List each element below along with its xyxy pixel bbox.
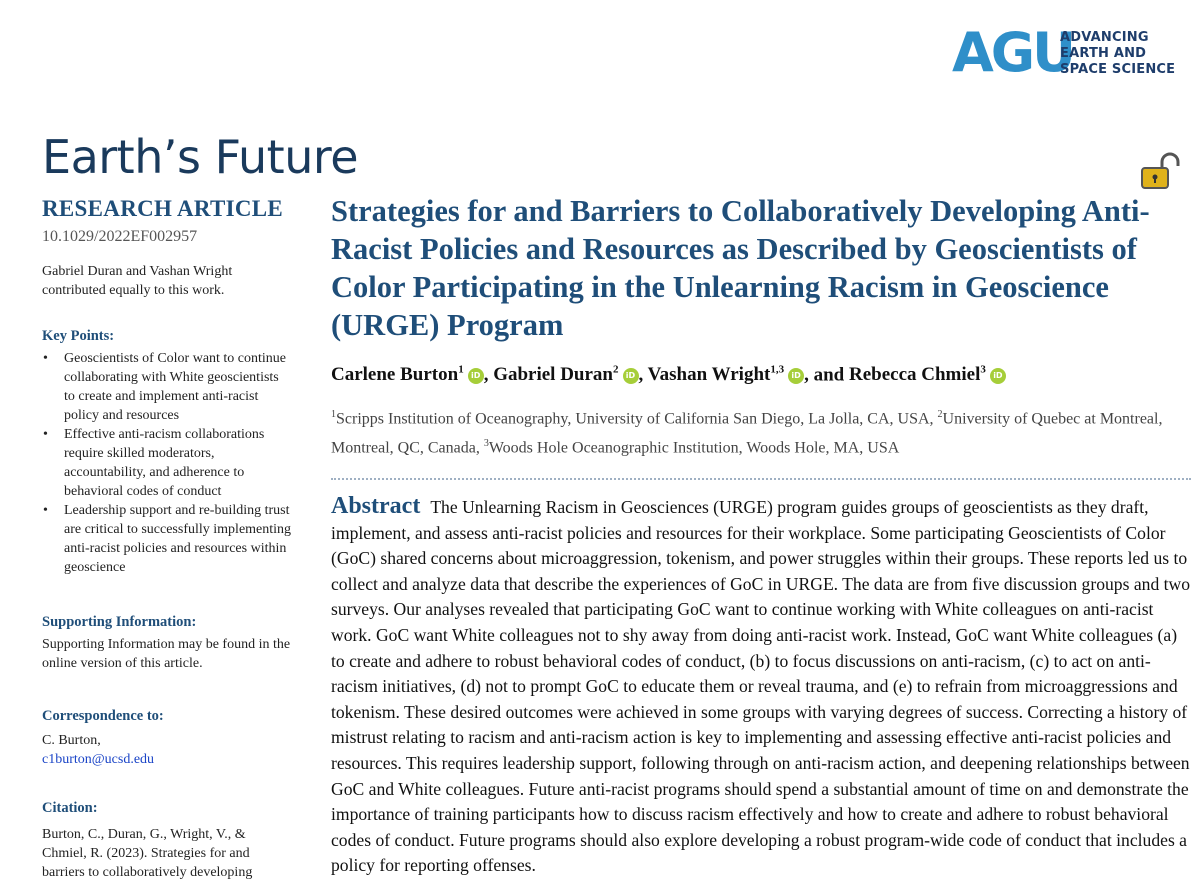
supporting-heading: Supporting Information: — [42, 614, 197, 630]
author-affiliation-number: 3 — [980, 364, 986, 376]
affiliation-text: University of Quebec at Montreal, Montreal, QC, Canada, — [331, 410, 1163, 456]
agu-logo — [952, 21, 1187, 84]
doi[interactable]: 10.1029/2022EF002957 — [42, 228, 198, 245]
affiliation-number: 1 — [331, 409, 336, 421]
agu-tagline-line: SPACE SCIENCE — [1060, 62, 1176, 77]
author-separator: , — [483, 364, 494, 386]
supporting-text: Supporting Information may be found in the online version of this article. — [42, 637, 291, 671]
author-name: Gabriel Duran — [493, 364, 613, 386]
citation-heading: Citation: — [42, 800, 98, 816]
author-name: Carlene Burton — [331, 364, 459, 386]
agu-logo-mark: AGU — [952, 21, 1073, 84]
agu-tagline — [1060, 30, 1175, 78]
orcid-icon[interactable]: iD — [990, 368, 1006, 384]
abstract-text: The Unlearning Racism in Geosciences (URGE) program guides groups of geoscientists as they draft, implement, and assess anti-racist policies and resources for their workplace. Some participating Geoscientists of Color (GoC) shared concerns about microaggression, tokenism, and power struggles within their groups. These reports led us to collect and analyze data that describe the experiences of GoC in URGE. The data are from five discussion groups and two surveys. Our analyses revealed that participating GoC want to continue working with White colleagues on anti-racist work. GoC want White colleagues not to shy away from doing anti-racist work. Instead, GoC want White colleagues (a) to create and adhere to robust behavioral codes of conduct, (b) to focus discussions on anti-racism, (c) to act on anti-racism initiatives, (d) not to prompt GoC to educate them or reveal trauma, and (e) to refrain from microaggressions and tokenism. These desired outcomes were achieved in some groups with varying degrees of success. Correcting a history of mistrust relating to racism and anti-racism action is key to implementing and assessing effective anti-racist policies and resources. This requires leadership support, following through on anti-racism action, and deepening relationships between GoC and White colleagues. Future anti-racist programs should spend a substantial amount of time on and demonstrate the importance of training participants how to discuss racism effectively and how to create and adhere to robust behavioral codes of conduct. Future programs should also explore developing a robust program-wide code of conduct that includes a policy for reporting offenses. — [331, 496, 1191, 876]
key-point: • Geoscientists of Color want to continue collaborating with White geoscientists to create and implement anti-racist policy and resources — [43, 351, 287, 423]
open-access-lock-icon — [1140, 152, 1184, 190]
supporting-information — [42, 612, 292, 673]
author[interactable] — [493, 364, 618, 385]
author-affiliation-number: 1,3 — [770, 364, 785, 376]
orcid-icon[interactable]: iD — [788, 368, 804, 384]
author-separator: , and — [804, 364, 849, 386]
affiliations — [331, 403, 1171, 460]
key-points-heading: Key Points: — [42, 328, 115, 344]
journal-title: Earth’s Future — [42, 130, 359, 184]
author[interactable] — [648, 364, 784, 385]
key-point-text: Effective anti-racism collaborations require skilled moderators, accountability, and adherence to behavioral codes of conduct — [64, 427, 265, 499]
author-affiliation-number: 2 — [613, 364, 619, 376]
author-name: Vashan Wright — [647, 364, 771, 386]
orcid-icon[interactable]: iD — [623, 368, 639, 384]
sidebar — [42, 195, 292, 882]
author-affiliation-number: 1 — [458, 364, 464, 376]
affiliation-text: Woods Hole Oceanographic Institution, Woods Hole, MA, USA — [488, 438, 900, 456]
citation — [42, 798, 292, 882]
key-point-text: Leadership support and re-building trust are critical to successfully implementing anti-racist policies and resources within geoscience — [64, 503, 292, 575]
key-point-text: Geoscientists of Color want to continue collaborating with White geoscientists to create and implement anti-racist policy and resources — [64, 351, 287, 423]
author-list — [331, 358, 1191, 387]
author-name: Rebecca Chmiel — [849, 364, 981, 386]
key-points-list — [42, 349, 292, 577]
citation-text: Burton, C., Duran, G., Wright, V., & Chmiel, R. (2023). Strategies for and barriers to collaboratively developing — [42, 827, 253, 880]
author[interactable] — [331, 364, 464, 385]
section-divider — [331, 478, 1191, 480]
abstract — [331, 494, 1191, 879]
key-points — [42, 326, 292, 577]
article-type: RESEARCH ARTICLE — [42, 196, 284, 221]
affiliation-text: Scripps Institution of Oceanography, University of California San Diego, La Jolla, CA, USA, — [336, 410, 938, 428]
orcid-icon[interactable]: iD — [468, 368, 484, 384]
abstract-heading: Abstract — [331, 492, 421, 519]
affiliation-number: 2 — [937, 409, 943, 421]
agu-tagline-line: EARTH AND — [1060, 46, 1147, 61]
article-title: Strategies for and Barriers to Collaboratively Developing Anti-Racist Policies and Resources as Described by Geoscientists of Color Participating in the Unlearning Racism in Geoscience (URGE) Program — [331, 194, 1150, 342]
correspondence-email-link[interactable]: c1burton@ucsd.edu — [42, 752, 155, 767]
key-point: • Leadership support and re-building trust are critical to successfully implementing anti-racist policies and resources within geoscience — [43, 503, 292, 575]
correspondence — [42, 706, 292, 769]
correspondence-heading: Correspondence to: — [42, 708, 164, 724]
author[interactable] — [849, 364, 986, 385]
article-main — [331, 192, 1191, 879]
author-separator: , — [638, 364, 648, 386]
correspondence-name: C. Burton, — [42, 733, 101, 748]
affiliation-number: 3 — [483, 437, 489, 449]
key-point: • Effective anti-racism collaborations require skilled moderators, accountability, and adherence to behavioral codes of conduct — [43, 427, 265, 499]
agu-tagline-line: ADVANCING — [1060, 30, 1149, 45]
contribution-note: Gabriel Duran and Vashan Wright contributed equally to this work. — [42, 264, 233, 298]
